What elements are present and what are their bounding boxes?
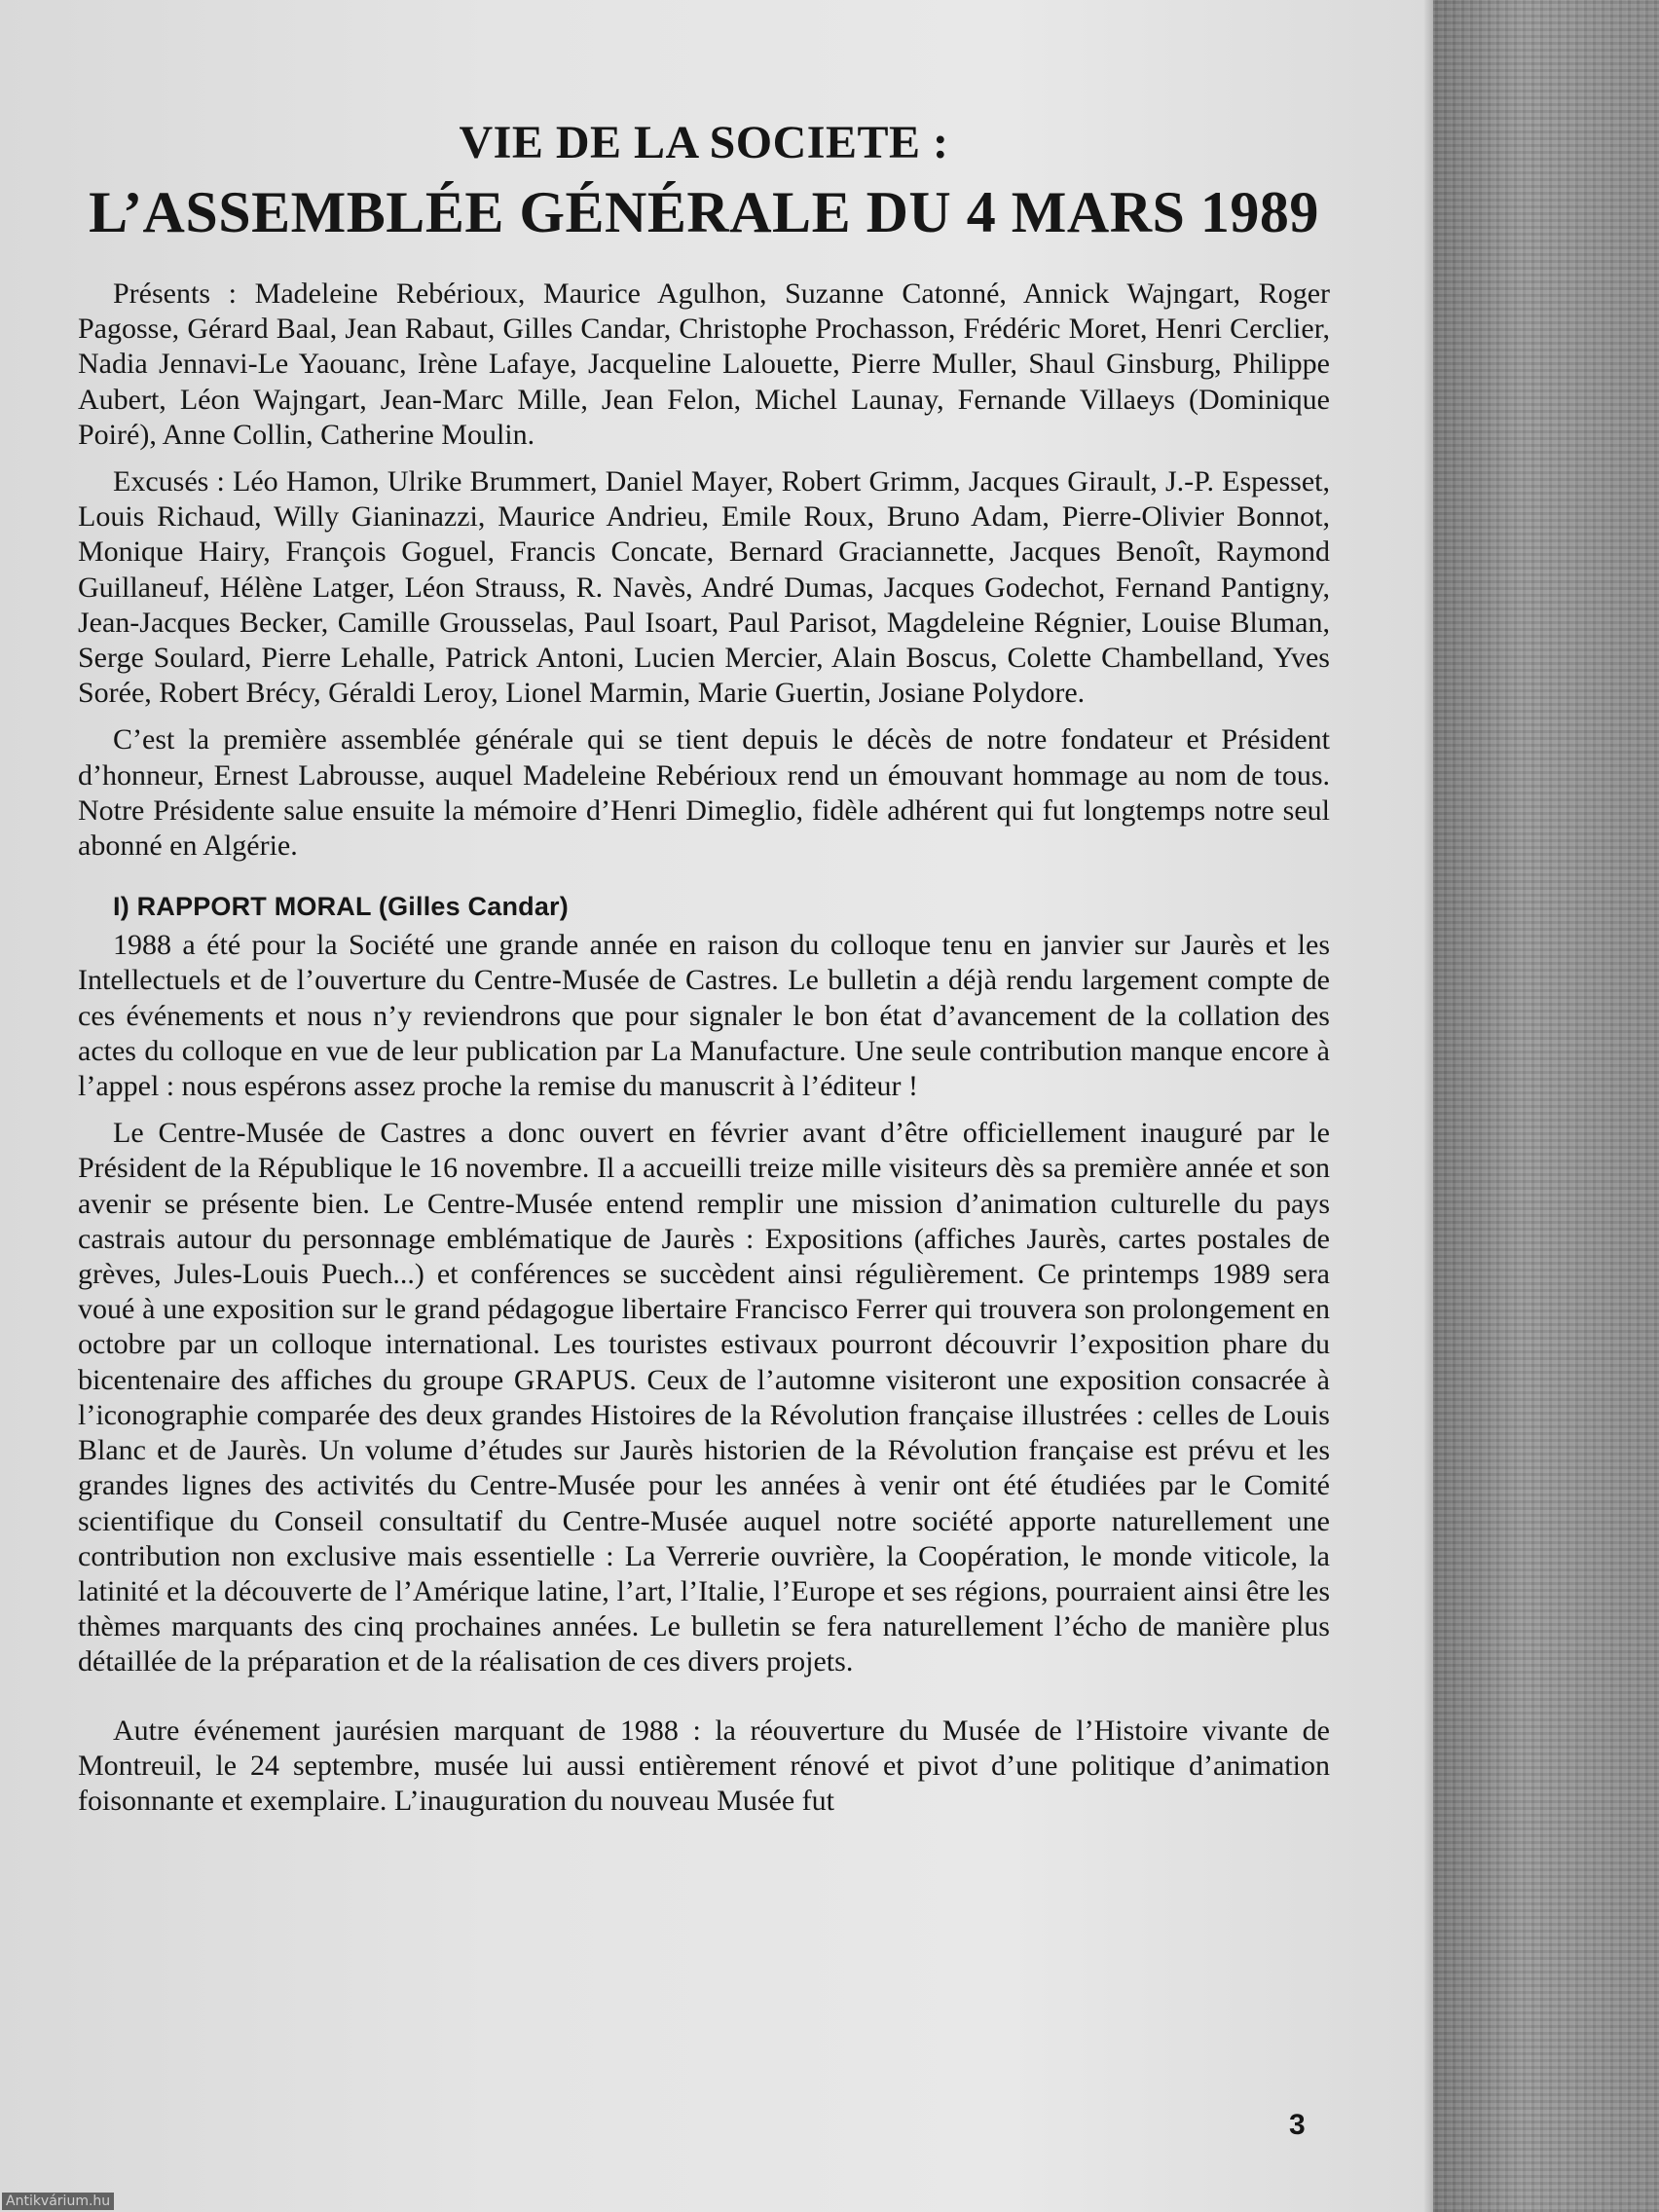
intro-paragraph: C’est la première assemblée générale qui se tient depuis le décès de notre fondateur et Président d’honneur, Ernest Labrousse, auquel Madeleine Rebérioux rend un émouvant hommage au nom de tous. Notre Présidente salue ensuite la mémoire d’Henri Dimeglio, fidèle adhérent qui fut longtemps notre seul abonné en Algérie. — [78, 723, 1330, 863]
paragraph-1988: 1988 a été pour la Société une grande année en raison du colloque tenu en janvier sur Jaurès et les Intellectuels et de l’ouverture du Centre-Musée de Castres. Le bulletin a déjà rendu largement compte de ces événements et nous n’y reviendrons que pour signaler le bon état d’avancement de la collation des actes du colloque en vue de leur publication par La Manufacture. Une seule contribution manque encore à l’appel : nous espérons assez proche la remise du manuscrit à l’éditeur ! — [78, 929, 1330, 1103]
page-content — [78, 115, 1330, 1830]
paragraph-montreuil: Autre événement jaurésien marquant de 1988 : la réouverture du Musée de l’Histoire vivante de Montreuil, le 24 septembre, musée lui aussi entièrement rénové et pivot d’une politique d’animation foisonnante et exemplaire. L’inauguration du nouveau Musée fut — [78, 1714, 1330, 1817]
excuses-paragraph: Excusés : Léo Hamon, Ulrike Brummert, Daniel Mayer, Robert Grimm, Jacques Girault, J.-P. Espesset, Louis Richaud, Willy Gianinazzi, Maurice Andrieu, Emile Roux, Bruno Adam, Pierre-Olivier Bonnot, Monique Hairy, François Goguel, Francis Concate, Bernard Graciannette, Jacques Benoît, Raymond Guillaneuf, Hélène Latger, Léon Strauss, R. Navès, André Dumas, Jacques Godechot, Fernand Pantigny, Jean-Jacques Becker, Camille Grousselas, Paul Isoart, Paul Parisot, Magdeleine Régnier, Louise Bluman, Serge Soulard, Pierre Lehalle, Patrick Antoni, Lucien Mercier, Alain Boscus, Colette Chambelland, Yves Sorée, Robert Brécy, Géraldi Leroy, Lionel Marmin, Marie Guertin, Josiane Polydore. — [78, 465, 1330, 710]
page-title-line-1: VIE DE LA SOCIETE : — [459, 117, 949, 168]
paragraph-gap — [78, 1692, 1330, 1714]
section-heading-rapport-moral: I) RAPPORT MORAL (Gilles Candar) — [113, 892, 569, 922]
page-title-line-2: L’ASSEMBLÉE GÉNÉRALE DU 4 MARS 1989 — [89, 180, 1319, 244]
watermark: Antikvárium.hu — [2, 2193, 114, 2210]
page-edge-shadow — [1423, 0, 1433, 2212]
background-surface — [1433, 0, 1659, 2212]
presents-paragraph: Présents : Madeleine Rebérioux, Maurice Agulhon, Suzanne Catonné, Annick Wajngart, Roger Pagosse, Gérard Baal, Jean Rabaut, Gilles Candar, Christophe Prochasson, Frédéric Moret, Henri Cerclier, Nadia Jennavi-Le Yaouanc, Irène Lafaye, Jacqueline Lalouette, Pierre Muller, Shaul Ginsburg, Philippe Aubert, Léon Wajngart, Jean-Marc Mille, Jean Felon, Michel Launay, Fernande Villaeys (Dominique Poiré), Anne Collin, Catherine Moulin. — [78, 277, 1330, 451]
page-number: 3 — [1289, 2109, 1306, 2141]
paragraph-centre-musee-castres: Le Centre-Musée de Castres a donc ouvert en février avant d’être officiellement inauguré par le Président de la République le 16 novembre. Il a accueilli treize mille visiteurs dès sa première année et son avenir se présente bien. Le Centre-Musée entend remplir une mission d’animation culturelle du pays castrais autour du personnage emblématique de Jaurès : Expositions (affiches Jaurès, cartes postales de grèves, Jules-Louis Puech...) et conférences se succèdent ainsi régulièrement. Ce printemps 1989 sera voué à une exposition sur le grand pédagogue libertaire Francisco Ferrer qui trouvera son prolongement en octobre par un colloque international. Les touristes estivaux pourront découvrir l’exposition phare du bicentenaire des affiches du groupe GRAPUS. Ceux de l’automne visiteront une exposition consacrée à l’iconographie comparée des deux grandes Histoires de la Révolution française illustrées : celles de Louis Blanc et de Jaurès. Un volume d’études sur Jaurès historien de la Révolution française est prévu et les grandes lignes des activités du Centre-Musée pour les années à venir ont été étudiées par le Comité scientifique du Conseil consultatif du Centre-Musée auquel notre société apporte naturellement une contribution non exclusive mais essentielle : La Verrerie ouvrière, la Coopération, le monde viticole, la latinité et la découverte de l’Amérique latine, l’art, l’Italie, l’Europe et ses régions, pourraient ainsi être les thèmes marquants des cinq prochaines années. Le bulletin se fera naturellement l’écho de manière plus détaillée de la préparation et de la réalisation de ces divers projets. — [78, 1117, 1330, 1678]
